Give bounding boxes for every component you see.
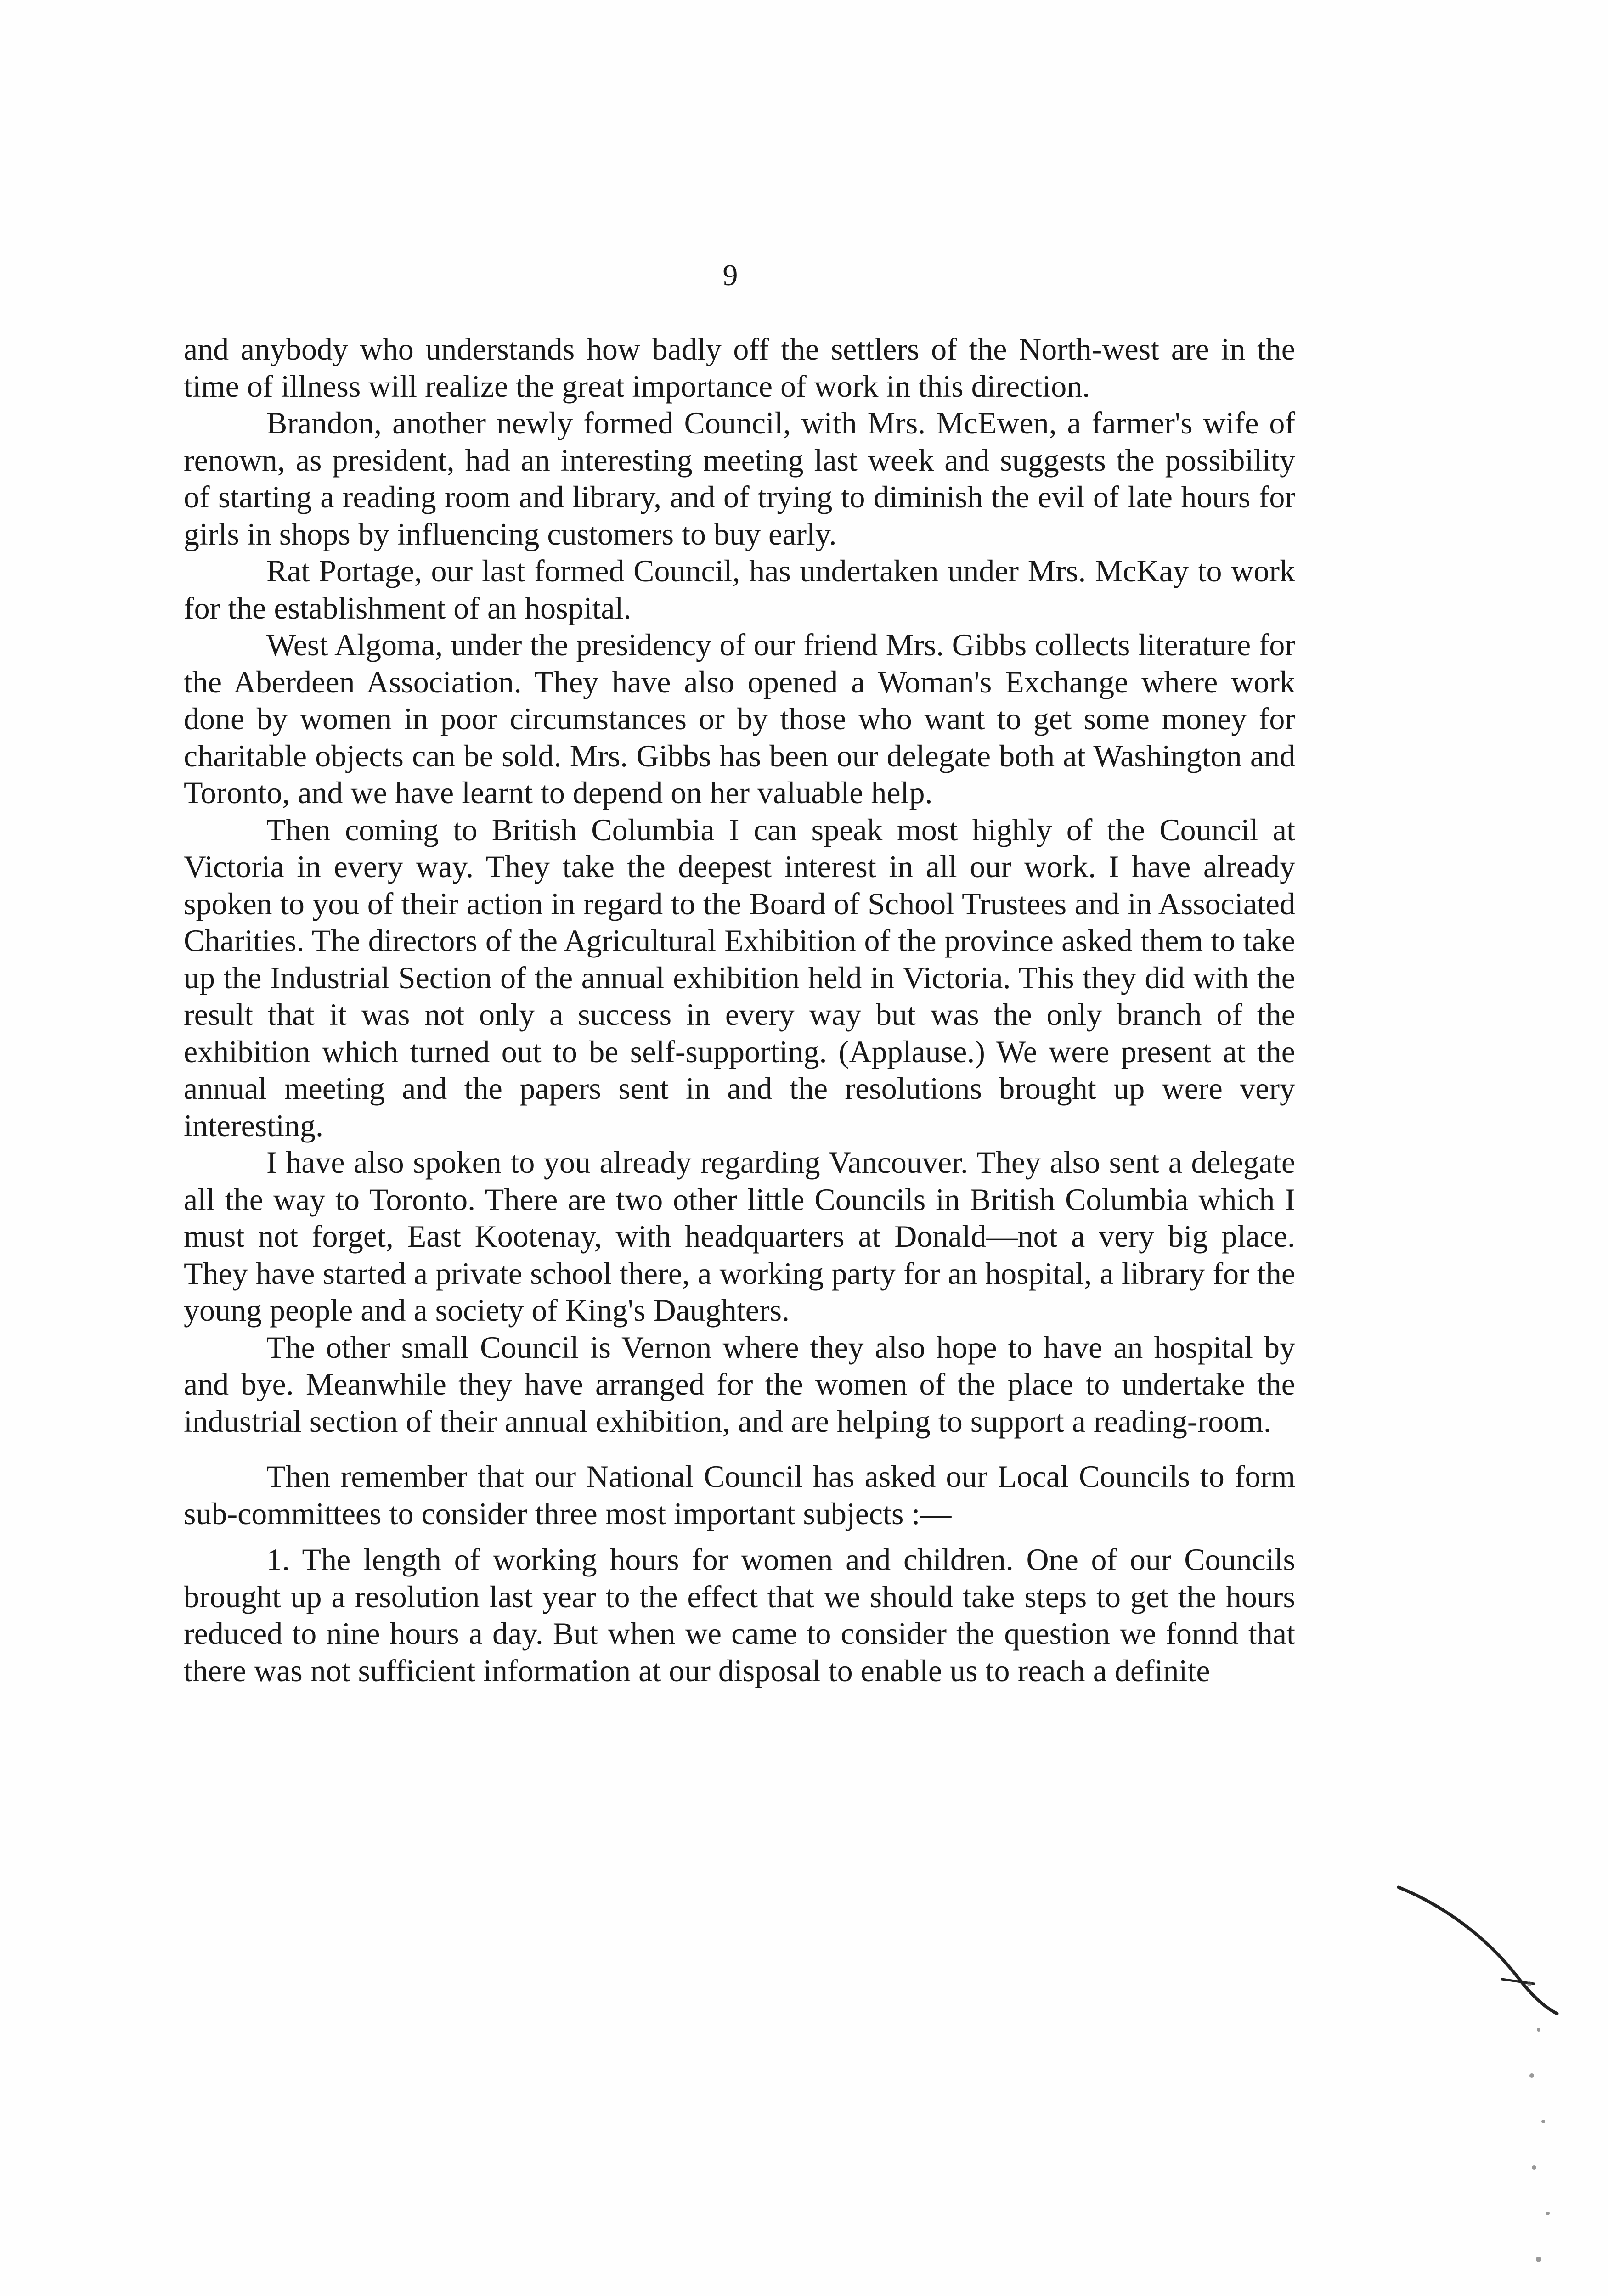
page-number: 9 [722, 259, 738, 292]
body-text [184, 331, 1295, 1689]
paragraph-brandon: Brandon, another newly formed Council, with Mrs. McEwen, a farmer's wife of renown, as president, had an interesting meeting last week and suggests the possibility of starting a reading room and library, and of trying to diminish the evil of late hours for girls in shops by influencing customers to buy early. [184, 405, 1295, 551]
paragraph-working-hours: 1. The length of working hours for women and children. One of our Councils brought up a resolution last year to the effect that we should take steps to get the hours reduced to nine hours a day. But when we came to consider the question we fonnd that there was not sufficient information at our disposal to enable us to reach a definite [184, 1542, 1295, 1688]
paragraph-british-columbia: Then coming to British Columbia I can speak most highly of the Council at Victoria in every way. They take the deepest interest in all our work. I have already spoken to you of their action in regard to the Board of School Trustees and in Associated Charities. The directors of the Agricultural Exhibition of the province asked them to take up the Industrial Section of the annual exhibition held in Victoria. This they did with the result that it was not only a success in every way but was the only branch of the exhibition which turned out to be self-supporting. (Applause.) We were present at the annual meeting and the papers sent in and the resolutions brought up were very interesting. [184, 812, 1295, 1143]
paragraph-rat-portage: Rat Portage, our last formed Council, has undertaken under Mrs. McKay to work for the establishment of an hospital. [184, 553, 1295, 625]
paragraph-vernon: The other small Council is Vernon where they also hope to have an hospital by and bye. Meanwhile they have arranged for the women of the place to undertake the industrial section of their annual exhibition, and are helping to support a reading-room. [184, 1329, 1295, 1439]
paragraph-settlers: and anybody who understands how badly off the settlers of the North-west are in the time of illness will realize the great importance of work in this direction. [184, 332, 1295, 404]
scan-margin-dots [1511, 1975, 1566, 2296]
paragraph-west-algoma: West Algoma, under the presidency of our friend Mrs. Gibbs collects literature for the Aberdeen Association. They have also opened a Woman's Exchange where work done by women in poor circumstances or by those who want to get some money for charitable objects can be sold. Mrs. Gibbs has been our delegate both at Washington and Toronto, and we have learnt to depend on her valuable help. [184, 627, 1295, 810]
paragraph-vancouver: I have also spoken to you already regarding Vancouver. They also sent a delegate all the way to Toronto. There are two other little Councils in British Columbia which I must not forget, East Kootenay, with headquarters at Donald—not a very big place. They have started a private school there, a working party for an hospital, a library for the young people and a society of King's Daughters. [184, 1145, 1295, 1328]
paragraph-sub-committees: Then remember that our National Council has asked our Local Councils to form sub-committees to consider three most important subjects :— [184, 1459, 1295, 1531]
